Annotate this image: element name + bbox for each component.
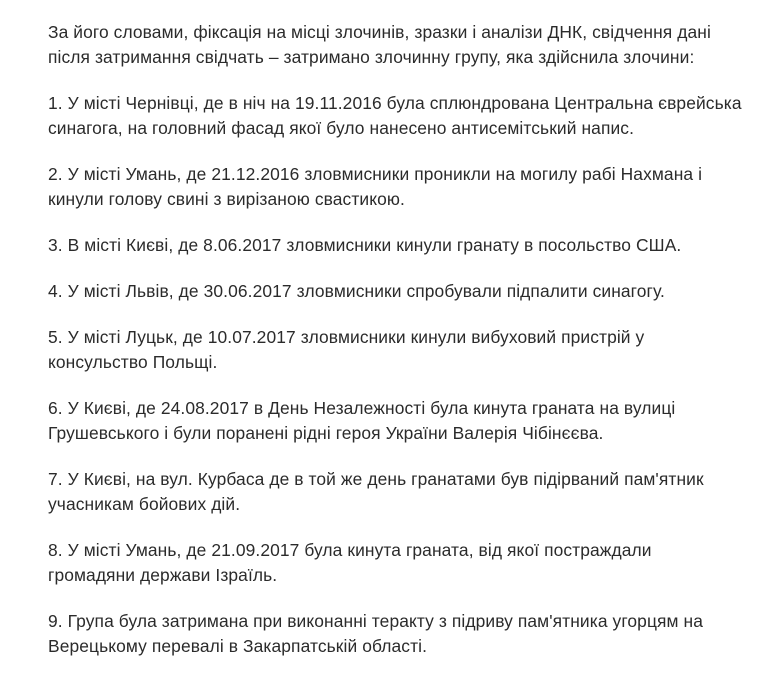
intro-paragraph (48, 20, 748, 70)
intro-line: За його словами, фіксація на місці злочинів, зразки і аналізи ДНК, свідчення дані (48, 22, 711, 42)
list-item-2 (48, 162, 748, 212)
list-item-5 (48, 325, 748, 375)
list-item-line: 1. У місті Чернівці, де в ніч на 19.11.2016 була сплюндрована Центральна єврейська (48, 93, 742, 113)
list-item-6 (48, 396, 748, 446)
list-item-line: 9. Група була затримана при виконанні теракту з підриву пам'ятника угорцям на (48, 611, 703, 631)
list-item-4 (48, 279, 748, 304)
list-item-line: 3. В місті Києві, де 8.06.2017 зловмисники кинули гранату в посольство США. (48, 235, 682, 255)
list-item-line: 6. У Києві, де 24.08.2017 в День Незалежності була кинута граната на вулиці (48, 398, 676, 418)
list-item-line: громадяни держави Ізраїль. (48, 565, 278, 585)
list-item-8 (48, 538, 748, 588)
list-item-line: кинули голову свині з вирізаною свастикою. (48, 189, 405, 209)
list-item-line: 8. У місті Умань, де 21.09.2017 була кинута граната, від якої постраждали (48, 540, 652, 560)
list-item-line: 7. У Києві, на вул. Курбаса де в той же день гранатами був підірваний пам'ятник (48, 469, 704, 489)
list-item-9 (48, 609, 748, 659)
list-item-line: 2. У місті Умань, де 21.12.2016 зловмисники проникли на могилу рабі Нахмана і (48, 164, 703, 184)
list-item-line: консульство Польщі. (48, 352, 218, 372)
list-item-7 (48, 467, 748, 517)
intro-line: після затримання свідчать – затримано злочинну групу, яка здійснила злочини: (48, 47, 695, 67)
article-body (48, 20, 748, 680)
list-item-line: Верецькому перевалі в Закарпатській області. (48, 636, 428, 656)
list-item-1 (48, 91, 748, 141)
list-item-line: 4. У місті Львів, де 30.06.2017 зловмисники спробували підпалити синагогу. (48, 281, 665, 301)
list-item-line: 5. У місті Луцьк, де 10.07.2017 зловмисники кинули вибуховий пристрій у (48, 327, 645, 347)
list-item-3 (48, 233, 748, 258)
list-item-line: учасникам бойових дій. (48, 494, 241, 514)
list-item-line: Грушевського і були поранені рідні героя України Валерія Чібінєєва. (48, 423, 604, 443)
list-item-line: синагога, на головний фасад якої було нанесено антисемітський напис. (48, 118, 635, 138)
